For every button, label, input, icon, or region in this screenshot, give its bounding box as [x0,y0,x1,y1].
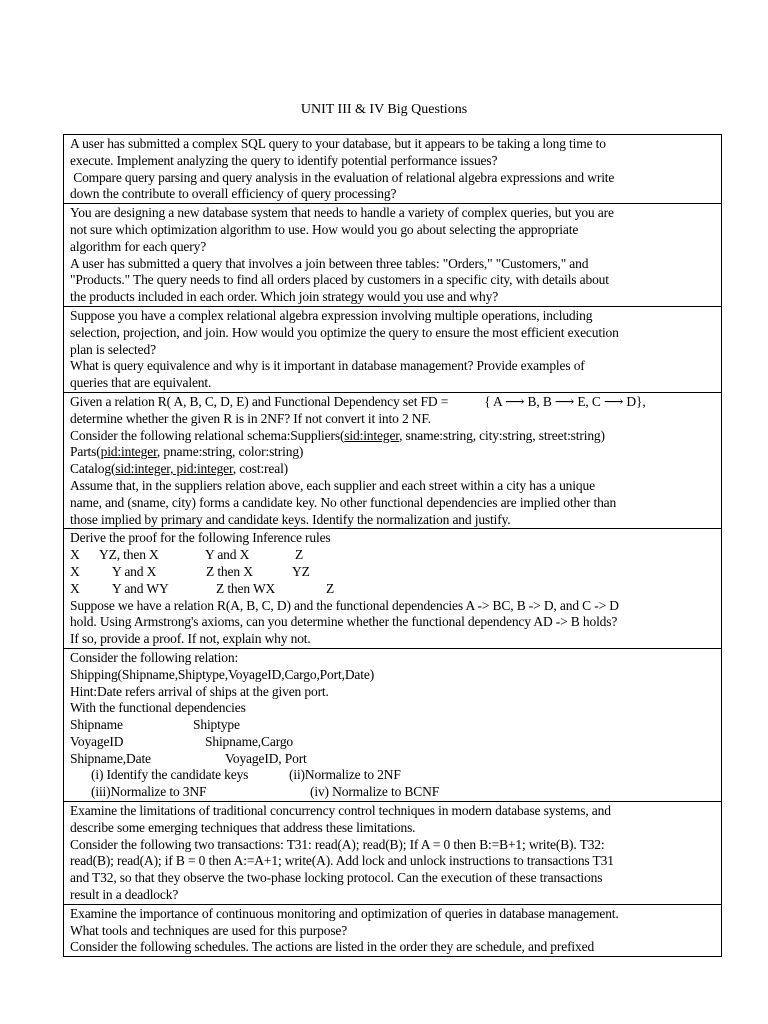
inference-rule: X Y and X Z then X YZ [70,563,310,579]
question-line: describe some emerging techniques that address these limitations. [70,819,416,835]
question-line: selection, projection, and join. How would you optimize the query to ensure the most efficient execution [70,324,619,340]
question-line: A user has submitted a query that involves a join between three tables: "Orders," "Customers," and [70,255,589,271]
question-cell [64,802,722,905]
functional-dependency: Shipname Shiptype [70,717,240,733]
question-line: Consider the following schedules. The actions are listed in the order they are schedule, and prefixed [70,939,595,955]
question-line: Hint:Date refers arrival of ships at the given port. [70,683,329,699]
question-cell [64,648,722,801]
question-row [64,802,722,905]
inference-rule: X YZ, then X Y and X Z [70,547,304,563]
question-line: Consider the following two transactions: T31: read(A); read(B); If A = 0 then B:=B+1; write(B). T32: [70,836,605,852]
question-line: A user has submitted a complex SQL query to your database, but it appears to be taking a long time to [70,136,606,151]
question-row [64,306,722,392]
question-line: With the functional dependencies [70,700,246,716]
question-line: queries that are equivalent. [70,375,212,391]
question-line: If so, provide a proof. If not, explain why not. [70,631,311,647]
question-line: name, and (sname, city) forms a candidate key. No other functional dependencies are implied other than [70,494,617,510]
fd-statement: Given a relation R( A, B, C, D, E) and Functional Dependency set FD = [70,393,449,409]
question-row [64,529,722,649]
question-line: What tools and techniques are used for this purpose? [70,922,348,938]
question-line: plan is selected? [70,341,156,357]
question-line: result in a deadlock? [70,887,179,903]
sub-task-line: (i) Identify the candidate keys (ii)Normalize to 2NF [91,767,401,783]
question-line: determine whether the given R is in 2NF? If not convert it into 2 NF. [70,410,431,426]
functional-dependency: VoyageID Shipname,Cargo [70,733,294,749]
question-line: down the contribute to overall efficiency of query processing? [70,186,397,202]
question-row [64,204,722,307]
question-row [64,135,722,204]
question-line: "Products." The query needs to find all orders placed by customers in a specific city, with details about [70,272,609,288]
question-line: those implied by primary and candidate keys. Identify the normalization and justify. [70,511,511,527]
questions-table [63,134,722,957]
inference-rule: X Y and WY Z then WX Z [70,580,335,596]
question-cell [64,904,722,956]
question-line: Examine the limitations of traditional concurrency control techniques in modern database systems, and [70,803,611,819]
question-line: Examine the importance of continuous monitoring and optimization of queries in database management. [70,905,619,921]
question-cell [64,529,722,649]
question-cell [64,135,722,204]
question-line: Parts(pid:integer, pname:string, color:string) [70,444,304,460]
question-line: Shipping(Shipname,Shiptype,VoyageID,Cargo,Port,Date) [70,666,375,682]
question-line: Suppose you have a complex relational algebra expression involving multiple operations, including [70,307,593,323]
key-underlined: sid:integer [344,427,400,443]
question-line: You are designing a new database system that needs to handle a variety of complex queries, but you are [70,205,614,221]
question-line: Assume that, in the suppliers relation above, each supplier and each street within a city has a unique [70,477,595,493]
question-line: the products included in each order. Which join strategy would you use and why? [70,289,499,305]
question-row [64,648,722,801]
question-cell [64,306,722,392]
fd-set: { A ⟶ B, B ⟶ E, C ⟶ D}, [484,393,646,409]
question-cell [64,204,722,307]
sub-task-line: (iii)Normalize to 3NF (iv) Normalize to BCNF [91,784,440,800]
question-line [70,394,721,411]
question-line: Derive the proof for the following Inference rules [70,530,331,546]
question-line: execute. Implement analyzing the query to identify potential performance issues? [70,152,498,168]
question-line: algorithm for each query? [70,238,207,254]
key-underlined: pid:integer [100,444,157,460]
question-line: Catalog(sid:integer, pid:integer, cost:real) [70,461,289,477]
question-line: Consider the following relational schema:Suppliers(sid:integer, sname:string, city:string, street:string) [70,427,605,443]
question-line: Consider the following relation: [70,649,239,665]
question-line: and T32, so that they observe the two-phase locking protocol. Can the execution of these transactions [70,870,603,886]
key-underlined: sid:integer, pid:integer [115,461,233,477]
question-row [64,904,722,956]
question-line: Suppose we have a relation R(A, B, C, D) and the functional dependencies A -> BC, B -> D, and C -> D [70,597,619,613]
question-line: hold. Using Armstrong's axioms, can you determine whether the functional dependency AD -> B holds? [70,614,618,630]
question-row [64,392,722,528]
question-cell [64,392,722,528]
page-title: UNIT III & IV Big Questions [300,102,468,117]
question-line: not sure which optimization algorithm to use. How would you go about selecting the appropriate [70,221,579,237]
question-line: read(B); read(A); if B = 0 then A:=A+1; write(A). Add lock and unlock instructions to transactions T31 [70,853,614,869]
question-line: Compare query parsing and query analysis in the evaluation of relational algebra expressions and write [70,169,615,185]
functional-dependency: Shipname,Date VoyageID, Port [70,750,307,766]
question-line: What is query equivalence and why is it important in database management? Provide examples of [70,358,585,374]
